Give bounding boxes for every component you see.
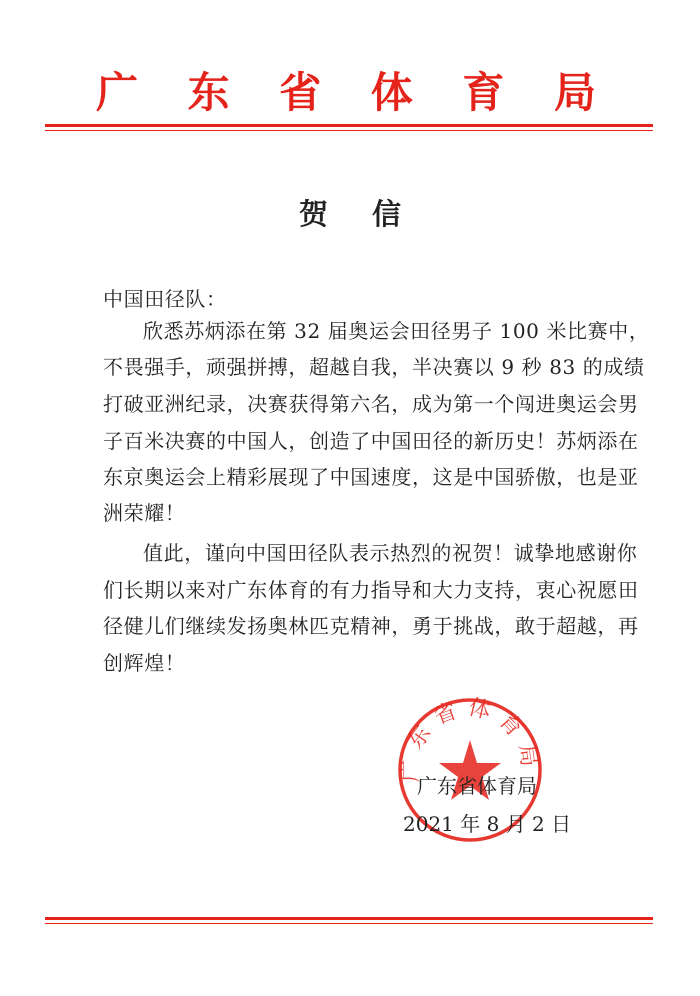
body-line: 不畏强手，顽强拼搏，超越自我，半决赛以 9 秒 83 的成绩 <box>103 355 645 379</box>
letterhead-char: 广 <box>96 68 139 117</box>
letterhead-char: 体 <box>370 68 413 117</box>
body-line: 们长期以来对广东体育的有力指导和大力支持，衷心祝愿田 <box>103 578 639 602</box>
letter-title: 贺信 <box>298 197 445 231</box>
body-line: 值此，谨向中国田径队表示热烈的祝贺！诚挚地感谢你 <box>143 541 638 565</box>
footer-divider <box>45 917 653 924</box>
letterhead-char: 东 <box>187 68 230 117</box>
letterhead-char: 局 <box>553 68 596 117</box>
letterhead-char: 省 <box>279 68 322 117</box>
letterhead-char: 育 <box>462 68 505 117</box>
svg-text:广东省体育局: 广东省体育局 <box>398 695 543 783</box>
salutation: 中国田径队： <box>103 287 227 311</box>
signature-org: 广东省体育局 <box>417 774 537 798</box>
body-line: 径健儿们继续发扬奥林匹克精神，勇于挑战，敢于超越，再 <box>103 614 639 638</box>
body-line: 欣悉苏炳添在第 32 届奥运会田径男子 100 米比赛中， <box>143 319 650 343</box>
body-line: 创辉煌！ <box>103 651 186 675</box>
body-line: 子百米决赛的中国人，创造了中国田径的新历史！苏炳添在 <box>103 429 639 453</box>
header-divider <box>45 124 653 131</box>
letterhead <box>96 68 596 118</box>
signature-date: 2021 年 8 月 2 日 <box>403 812 572 836</box>
body-line: 东京奥运会上精彩展现了中国速度，这是中国骄傲，也是亚 <box>103 465 639 489</box>
body-line: 打破亚洲纪录，决赛获得第六名，成为第一个闯进奥运会男 <box>103 392 639 416</box>
body-line: 洲荣耀！ <box>103 501 186 525</box>
